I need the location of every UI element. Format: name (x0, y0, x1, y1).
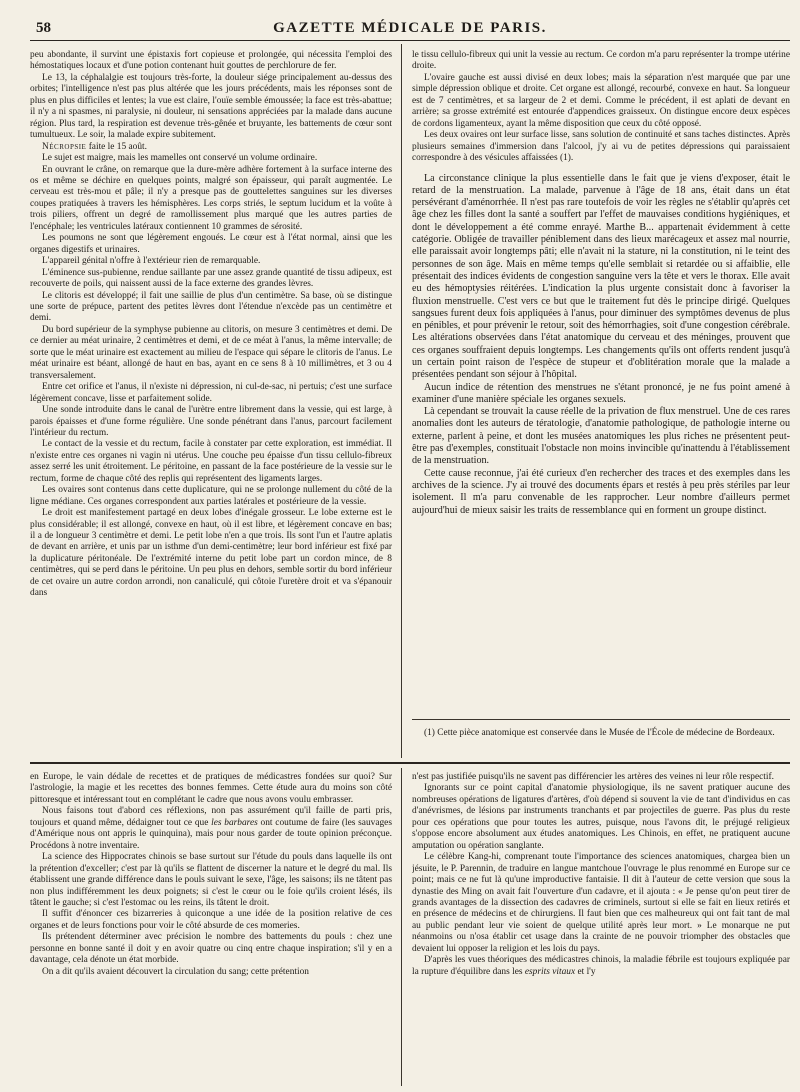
paragraph (30, 142, 392, 153)
footnote-rule (412, 719, 790, 720)
paragraph (412, 955, 790, 978)
paragraph: peu abondante, il survint une épistaxis fort copieuse et prolongée, qui nécessita l'emploi des hémostatiques locaux et d'une potion contenant huit gouttes de perchlorure de fer. (30, 50, 392, 72)
paragraph: L'éminence sus-pubienne, rendue saillante par une assez grande quantité de tissu adipeux, est recouverte de poils, qui naissent aussi de la face externe des grandes lèvres. (30, 267, 392, 290)
paragraph-text: ont coutume de faire (les sauvages d'Amérique nous ont appris le quinquina), mais pour nous garder de toute opinion préconçue. Procédons à notre inventaire. (30, 817, 392, 851)
paragraph: Ils prétendent déterminer avec précision le nombre des battements du pouls : chez une personne en bonne santé il doit y en avoir quatre ou cinq entre chaque inspiration; s'il y en a davantage, cela dénote un état morbide. (30, 932, 392, 966)
paragraph: Du bord supérieur de la symphyse pubienne au clitoris, on mesure 3 centimètres et demi. De ce dernier au méat urinaire, 2 centimètres et demi, et de ce méat à l'anus, la même intervalle; de sorte que le méat urinaire est exactement au milieu de l'espace qui sépare le clitoris de l'anus. Le méat urinaire est béant, allongé de haut en bas, ayant en ce sens 8 à 10 millimètres, et 3 ou 4 transversalement. (30, 324, 392, 381)
paragraph: Les poumons ne sont que légèrement engoués. Le cœur est à l'état normal, ainsi que les organes digestifs et urinaires. (30, 233, 392, 255)
paragraph: Ignorants sur ce point capital d'anatomie physiologique, ils ne savent pratiquer aucune des nombreuses opérations de ligatures d'artères, d'où dépend si souvent la vie de tant d'individus en cas d'anévrismes, de lésions par instruments tranchants et par projectiles de guerre. Pas plus du reste pour ces opérations que pour toutes les autres, puisque, nous l'avons dit, le préjugé religieux s'oppose encore absolument aux études anatomiques. Les Chinois, en effet, ne pratiquent aucune amputation ou opération sanglante. (412, 783, 790, 851)
column-divider-bottom (401, 768, 402, 1086)
footnote (412, 728, 790, 740)
column-top-right (412, 50, 790, 710)
paragraph: n'est pas justifiée puisqu'ils ne savent pas différencier les artères des veines ni leur rôle respectif. (412, 772, 774, 782)
paragraph: Le sujet est maigre, mais les mamelles ont conservé un volume ordinaire. (42, 153, 318, 164)
section-label: Nécropsie (42, 141, 87, 152)
paragraph-text: Nous faisons tout d'abord ces réflexions, non pas assurément qu'il faille de parti pris, toujours et quand même, dédaigner tout ce que (30, 806, 392, 828)
paragraph: le tissu cellulo-fibreux qui unit la vessie au rectum. Ce cordon m'a paru représenter la trompe utérine droite. (412, 50, 790, 72)
paragraph-text: D'après les vues théoriques des médicastres chinois, la maladie fébrile est toujours expliquée par la rupture d'équilibre dans les (412, 955, 790, 977)
paragraph: En ouvrant le crâne, on remarque que la dure-mère adhère fortement à la surface interne des os et même se déchire en quelques points, malgré son épaisseur, qui paraît augmentée. Le cerveau est très-mou et pâle; il n'y a presque pas de gouttelettes sanguines sur les diverses coupes pratiquées à travers les hémisphères. Les corps striés, le septum lucidum et la voûte à trois piliers, offrent un degré de ramollissement plus marqué que les autres parties de l'encéphale; les ventricules latéraux contiennent 10 grammes de sérosité. (30, 164, 392, 232)
paragraph: L'appareil génital n'offre à l'extérieur rien de remarquable. (42, 256, 261, 267)
paragraph: Les ovaires sont contenus dans cette duplicature, qui ne se prolonge nullement du côté de la ligne médiane. Ces organes correspondent aux parties latérales et postérieure de la vessie. (30, 485, 392, 507)
paragraph: Aucun indice de rétention des menstrues ne s'étant prononcé, je ne fus point amené à examiner d'une manière spéciale les organes sexuels. (412, 381, 790, 405)
paragraph-text: faite le 15 août. (86, 141, 147, 152)
footnote-text: (1) Cette pièce anatomique est conservée dans le Musée de l'École de médecine de Bordeaux. (424, 728, 775, 738)
paragraph: Les deux ovaires ont leur surface lisse, sans solution de continuité et sans taches distinctes. Après plusieurs semaines d'immersion dans l'alcool, j'y ai vu de petites dépressions qui paraissaient correspondre à des vésicules affaissées (1). (412, 130, 790, 164)
paragraph: Il suffit d'énoncer ces bizarreries à quiconque a une idée de la position relative de ces organes et de leurs fonctions pour voir le côté absurde de ces momeries. (30, 909, 392, 931)
column-bottom-right (412, 772, 790, 1086)
section-divider (30, 762, 790, 764)
paragraph: Le clitoris est développé; il fait une saillie de plus d'un centimètre. Sa base, où se distingue une sorte de prépuce, partent des petites lèvres dont l'étendue n'excède pas un centimètre et demi. (30, 290, 392, 324)
paragraph: La circonstance clinique la plus essentielle dans le fait que je viens d'exposer, était le retard de la menstruation. La malade, parvenue à l'âge de 18 ans, était dans un état persévérant d'aménorrhée. Il n'est pas rare toutefois de voir les règles ne s'établir qu'après cet âge chez les filles dont la santé a souffert par l'effet de mauvaises conditions hygiéniques, et dont le développement a été comme enrayé. Marthe B... appartenait évidemment à cette catégorie. Obligée de travailler péniblement dans des lieux marécageux et assez mal nourrie, elle paraissait avoir longtemps pâti; elle n'avait ni la stature, ni la constitution, ni le teint des personnes de son âge. Mais en même temps qu'elle semblait si retardée ou si affaiblie, elle présentait des indices évidents de congestion sanguine vers la tête et vers le thorax. Elle avait eu des hémoptysies réitérées. L'indication la plus urgente consistait donc à favoriser la fluxion menstruelle. C'est vers ce but que le traitement fut dès le principe dirigé. Quelques sangsues furent deux fois appliquées à l'anus, pour diminuer des symptômes devenus de plus en pénibles, et pour prévenir le retour, soit des hémorrhagies, soit d'une congestion cérébrale. Les altérations observées dans l'état anatomique du cerveau et des méninges, prouvent que ces organes souffraient depuis longtemps. Les changements qu'ils ont offerts rendent jusqu'à un certain point raison de l'espèce de stupeur et d'oblitération morale que la malade a présentées pendant son séjour à l'hôpital. (412, 172, 790, 381)
column-top-left (30, 50, 392, 758)
paragraph: Cette cause reconnue, j'ai été curieux d'en rechercher des traces et des exemples dans les archives de la science. J'y ai trouvé des documents épars et restés à peu près stériles par leur isolement. Il m'a paru convenable de les rapprocher. Leur nombre d'ailleurs permet aujourd'hui de mieux saisir les traits de ressemblance qui en forment un groupe distinct. (412, 467, 790, 516)
running-head: GAZETTE MÉDICALE DE PARIS. (273, 20, 547, 36)
paragraph-text: et l'y (575, 966, 596, 977)
emphasis: esprits vitaux (524, 966, 576, 977)
paragraph: Entre cet orifice et l'anus, il n'existe ni dépression, ni cul-de-sac, ni pertuis; c'est une surface légèrement concave, lisse et parfaitement solide. (30, 382, 392, 404)
emphasis: les barbares (211, 817, 258, 828)
paragraph: en Europe, le vain dédale de recettes et de pratiques de médicastres fondées sur quoi? Sur l'astrologie, la magie et les recettes des bonnes femmes. Cette étude aura du moins son côté pittoresque et intéressant tout en complétant le cadre que nous avons voulu embrasser. (30, 772, 392, 805)
paragraph: Le 13, la céphalalgie est toujours très-forte, la douleur siége principalement au-dessus des orbites; l'intelligence n'est pas plus altérée que les jours précédents, mais les réponses sont de plus en plus difficiles et lentes; la vue est claire, l'ouïe semble émoussée; la face est très-abattue; il n'y a ni spasmes, ni paralysie, ni douleur, ni sensations appréciées par la malade dans aucune région. Plus tard, la respiration est devenue très-gênée et bruyante, les battements de cœur sont tumultueux. Le soir, la malade expire subitement. (30, 72, 392, 141)
paragraph: Une sonde introduite dans le canal de l'urètre entre librement dans la vessie, qui est large, à parois épaisses et d'une forme régulière. Une sonde pénétrant dans l'anus, parcourt facilement l'intérieur du rectum. (30, 405, 392, 438)
paragraph: Là cependant se trouvait la cause réelle de la privation de flux menstruel. Une de ces rares anomalies dont les auteurs de tératologie, d'anatomie pathologique, de pathologie interne ou externe, parlent à peine, et dont les musées anatomiques les plus riches ne présentent peut-être pas d'exemples, constituait l'obstacle non moins invincible qu'inattendu à l'établissement de la menstruation. (412, 406, 790, 467)
paragraph: On a dit qu'ils avaient découvert la circulation du sang; cette prétention (42, 966, 309, 977)
page-header (30, 14, 790, 41)
column-bottom-left (30, 772, 392, 1086)
column-divider-top (401, 44, 402, 758)
paragraph: Le célèbre Kang-hi, comprenant toute l'importance des sciences anatomiques, chargea bien un jésuite, le P. Parennin, de traduire en langue mantchoue l'ouvrage le plus renommé en Europe sur ce point; mais ce ne fut là qu'une improductive fantaisie. Il dit à l'auteur de cette version que sous la dynastie des Ming on avait fait l'ouverture d'un cadavre, et il ajouta : « Je pense qu'on peut tirer de grands avantages de la dissection des cadavres de criminels, surtout si elle se fait en lieux retirés et en présence de médecins et de chirurgiens. Il faut bien que ces malheureux qui ont fait tant de mal au public pendant leur vie soient de quelque utilité après leur mort. » Le monarque ne put néanmoins ou n'osa établir cet usage dans la crainte de ne pouvoir triompher des obstacles que devaient lui opposer la religion et les lois du pays. (412, 852, 790, 954)
paragraph: La science des Hippocrates chinois se base surtout sur l'étude du pouls dans laquelle ils ont la prétention d'exceller; c'est par là qu'ils se flattent de discerner la nature et le degré du mal. Ils établissent une grande différence dans le pouls suivant le sexe, l'âge, les saisons; ils ne tâtent pas non plus indifféremment les deux poignets; si c'est le cœur ou le foie qu'ils croient lésés, ils tâtent le gauche; si c'est l'estomac ou les reins, ils tâtent le droit. (30, 852, 392, 908)
page-number: 58 (36, 20, 51, 36)
paragraph: L'ovaire gauche est aussi divisé en deux lobes; mais la séparation n'est marquée que par une simple dépression oblique et droite. Cet organe est allongé, recourbé, convexe en haut. Sa longueur est de 7 centimètres, et sa largeur de 2 et demi. Comme le précédent, il est aplati de devant en arrière; sa grosse extrémité est entourée d'appendices graisseux. On distingue encore deux espèces de cordons ligamenteux, ayant la même disposition que ceux du côté opposé. (412, 72, 790, 129)
paragraph: Le contact de la vessie et du rectum, facile à constater par cette exploration, est immédiat. Il n'existe entre ces organes ni vagin ni utérus. Une couche peu épaisse d'un tissu cellulo-fibreux assez serré les unit étroitement. Le péritoine, en passant de la face postérieure de la vessie sur le rectum, forme de chaque côté des replis qui représentent des ligaments larges. (30, 439, 392, 484)
paragraph (30, 806, 392, 852)
paragraph: Le droit est manifestement partagé en deux lobes d'inégale grosseur. Le lobe externe est le plus considérable; il est allongé, convexe en haut, où il est libre, et légèrement concave en bas; il a de longueur 3 centimètre et demi. Le petit lobe n'en a que trois. Ils sont l'un et l'autre aplatis de devant en arrière, et unis par un isthme d'un demi-centimètre; leur bord inférieur est fixé par la duplicature péritonéale. De l'extrémité interne du petit lobe part un cordon mince, de 8 centimètres, qui se perd dans le péritoine. Un peu plus en dehors, semble sortir du bord inférieur de cet ovaire un autre cordon arrondi, non canaliculé, qui côtoie l'uretère droit et va s'épanouir dans (30, 508, 392, 599)
